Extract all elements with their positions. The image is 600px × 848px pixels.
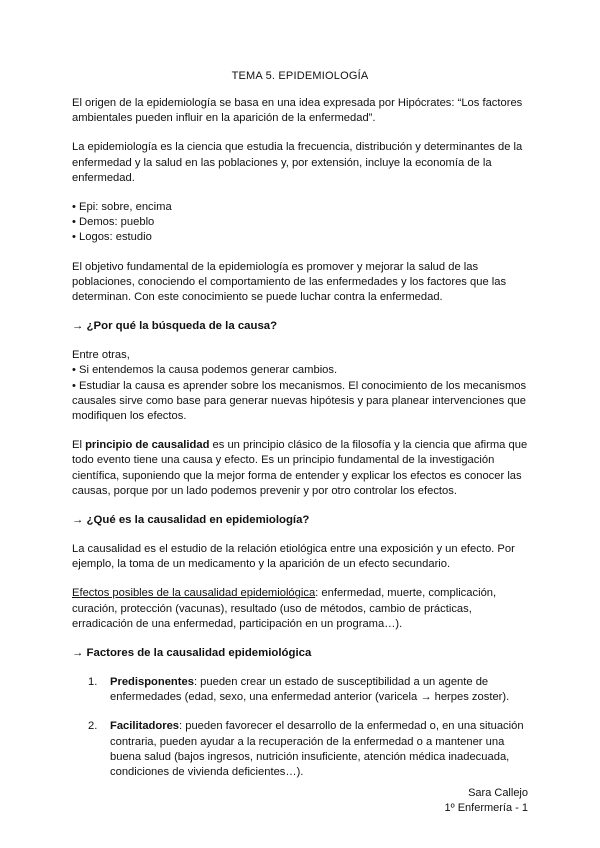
- cause-bullet: • Estudiar la causa es aprender sobre los mecanismos. El conocimiento de los mecanismos causales sirve como base para generar nuevas hipótesis y para planear intervenciones que modifiquen los efectos.: [72, 379, 527, 423]
- section-heading-cause: → ¿Por qué la búsqueda de la causa?: [72, 320, 278, 333]
- cause-lead: Entre otras,: [72, 349, 130, 362]
- section-heading-factors: → Factores de la causalidad epidemiológica: [72, 647, 312, 660]
- cause-bullet: • Si entendemos la causa podemos generar cambios.: [72, 364, 338, 377]
- principle-text: es un principio clásico de la filosofía y la ciencia que afirma que todo evento tiene una causa y efecto. Es un principio fundamental de la investigación científica, suponiendo que la mejor forma de entender y explicar los efectos es conocer las causas, porque por un lado podemos prevenir y por otro controlar los efectos.: [72, 439, 528, 497]
- section-heading-causality: → ¿Qué es la causalidad en epidemiología?: [72, 514, 310, 527]
- factor-number: 2.: [88, 720, 98, 733]
- intro-paragraph: El origen de la epidemiología se basa en una idea expresada por Hipócrates: “Los factores ambientales pueden influir en la aparición de la enfermedad”.: [72, 97, 523, 125]
- effects-label: Efectos posibles de la causalidad epidemiológica: [72, 587, 316, 600]
- factor-text: : pueden favorecer el desarrollo de la enfermedad o, en una situación contraria, pueden ayudar a la recuperación de la enfermedad o a mantener una buena salud (bajos ingresos, nutrición insuficiente, atención médica inadecuada, condiciones de vivienda deficientes…).: [110, 720, 524, 779]
- etymology-item: • Logos: estudio: [72, 231, 152, 244]
- factors-list: [72, 675, 528, 780]
- etymology-list: [72, 200, 528, 246]
- causality-definition: La causalidad es el estudio de la relación etiológica entre una exposición y un efecto. Por ejemplo, la toma de un medicamento y la aparición de un efecto secundario.: [72, 543, 515, 571]
- footer-author: Sara Callejo: [468, 787, 528, 799]
- page-footer: [445, 786, 529, 816]
- factor-term: Predisponentes: [110, 676, 194, 689]
- principle-term: principio de causalidad: [85, 439, 210, 452]
- factor-item: [72, 675, 528, 705]
- factor-number: 1.: [88, 676, 98, 689]
- factor-term: Facilitadores: [110, 720, 180, 733]
- effects-text: : enfermedad, muerte, complicación, curación, protección (vacunas), resultado (uso de métodos, cambio de prácticas, erradicación de una enfermedad, participación en un programa…).: [72, 587, 497, 630]
- objective-paragraph: El objetivo fundamental de la epidemiología es promover y mejorar la salud de las poblaciones, conociendo el comportamiento de las enfermedades y los factores que las determinan. Con este conocimiento se puede luchar contra la enfermedad.: [72, 260, 507, 304]
- effects-paragraph: [72, 586, 528, 632]
- principle-paragraph: [72, 438, 528, 499]
- etymology-item: • Epi: sobre, encima: [72, 201, 172, 214]
- principle-pre: El: [72, 439, 86, 452]
- etymology-item: • Demos: pueblo: [72, 216, 155, 229]
- page-title: TEMA 5. EPIDEMIOLOGÍA: [231, 70, 369, 82]
- footer-course: 1º Enfermería - 1: [444, 802, 528, 814]
- definition-paragraph: La epidemiología es la ciencia que estudia la frecuencia, distribución y determinantes de la enfermedad y la salud en las poblaciones y, por extensión, incluye la economía de la enfermedad.: [72, 141, 523, 184]
- factor-text: : pueden crear un estado de susceptibilidad a un agente de enfermedades (edad, sexo, una enfermedad anterior (varicela → herpes zoster).: [110, 676, 510, 704]
- factor-item: [72, 719, 528, 780]
